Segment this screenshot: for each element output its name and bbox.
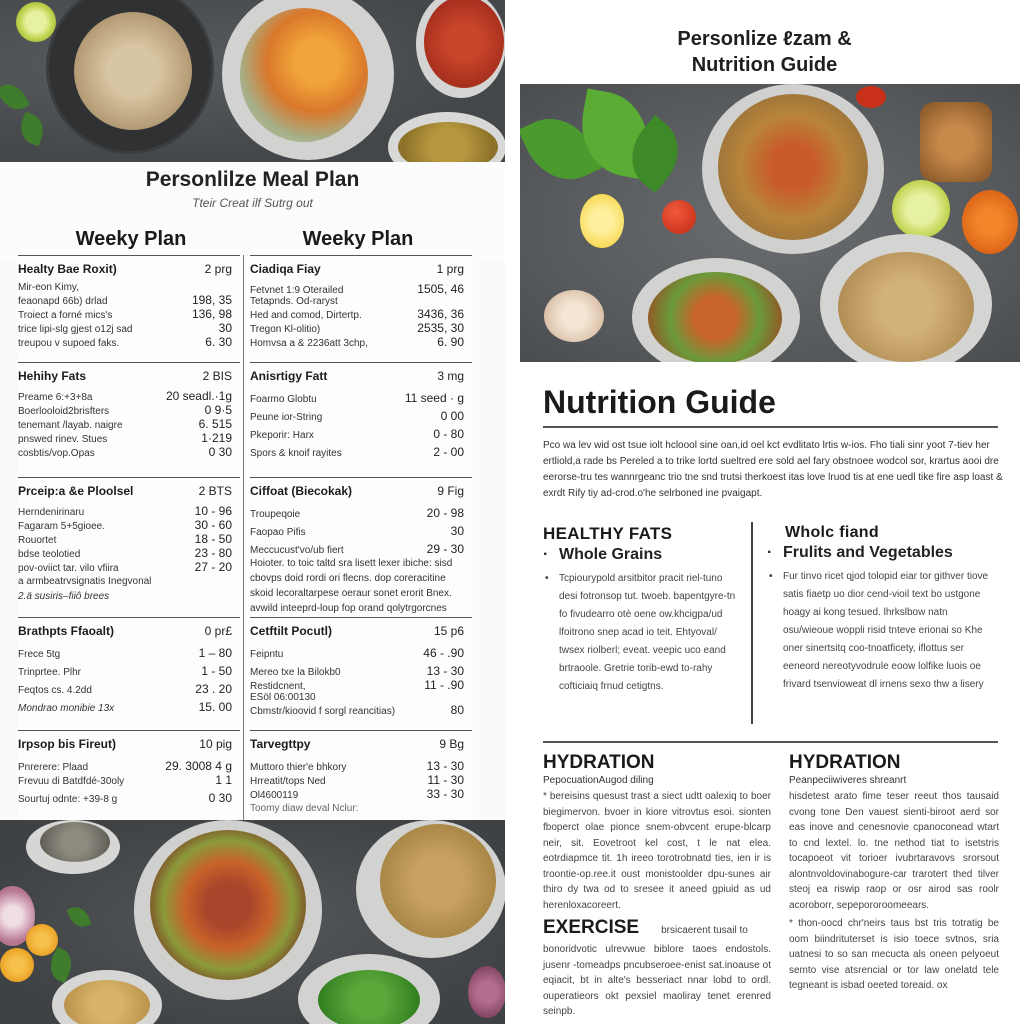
meal-cell-value: 10 - 96 [194,504,232,518]
hydration-heading: HYDRATION [543,752,655,773]
meal-cell-label: Frevuu di Batdfdé-30oly [18,776,125,787]
vegetable-medley [240,8,368,142]
meal-cell-title: Brathpts Ffaoalt) [18,624,114,638]
orange-icon [26,924,58,956]
meal-cell-qty: 15 p6 [433,624,464,638]
jar-icon [920,102,992,182]
grain-salad [74,12,192,130]
column-divider [751,522,753,724]
meal-cell-value: 11 seed · g [404,391,464,405]
column-divider [243,255,244,820]
meal-cell-label: Troupeqoie [250,509,301,520]
noodle-dish [380,824,496,938]
section-whole-foods [767,524,992,694]
nutrition-guide-title: Nutrition Guide [543,384,776,420]
meal-cell-label: feaonapd 66b) drlad [18,296,108,307]
meal-cell-qty: 2 BTS [198,484,232,498]
meal-cell-value: 198, 35 [191,293,232,307]
meal-cell-value: 29. 3008 4 g [165,759,232,773]
meal-plan-header [0,162,505,260]
exercise-body: bonoridvotic ulrevwue biblore taoes endostols. jusenr -tomeadps pncubseroee-enist sat.inoause ot eqiacit, bt in alte's besseriact nnar lobd to ordl. ouperatieors okt pexsiel maoliray tenet erenred seinpb. [543,944,771,1017]
meal-cell-label: Meccucust'vo/ub fiert [250,545,344,556]
meal-cell-value: 23 - 80 [194,546,232,560]
hydration-subheading: PepocuationAugod diling [543,775,654,786]
meal-cell-label: Frece 5tg [18,649,61,660]
meal-cell [18,730,240,805]
guide-title-line1: Personlize ℓzam & [677,28,852,50]
meal-cell-label: treupou v supoed faks. [18,338,120,349]
exercise-heading: EXERCISE [543,917,640,938]
tomato-dish [424,0,504,88]
title-divider [543,426,998,428]
meal-cell-label: pnswed rinev. Stues [18,434,108,445]
meal-cell-label: Muttoro thier'e bhkory [250,762,347,773]
meal-cell-label: Mir-eon Kimy, [18,282,79,293]
basil-leaf-icon [0,79,30,116]
meal-cell-value: 6. 515 [198,417,232,431]
exercise-inline-text: brsicaerent tusail to [661,925,748,936]
meal-plan-page [0,0,505,1024]
meal-cell-value: 0 9·5 [204,403,232,417]
lime-icon [892,180,950,238]
tomato-icon [856,86,886,108]
meal-cell-qty: 10 pig [199,737,232,751]
meal-cell [18,617,240,714]
meal-cell-label: Mereo txe la Bilokb0 [250,667,341,678]
meal-cell [250,617,472,717]
meal-cell-label: Feqtos cs. 4.2dd [18,685,92,696]
section-subheading [543,546,743,564]
food-photo-bottom [0,820,505,1024]
meal-cell-label: Foarmo Globtu [250,394,317,405]
hydration-heading: HYDRATION [789,752,901,773]
meal-cell-value: 0 00 [440,409,464,423]
basil-leaf-icon [16,112,48,147]
roasted-chicken-dish [648,272,782,362]
meal-cell-label: trice lipi-slg gjest o12j sad [18,324,133,335]
herb-salad [318,970,420,1024]
meal-cell-title: Ciadiqa Fiay [250,262,321,276]
bullet-icon: · [767,544,773,561]
couscous-dish [64,980,150,1024]
meal-cell-value: 11 - 30 [427,773,464,787]
lime-icon [16,2,56,42]
meal-cell-note: cbovps doid rordi ori flecns. dop coreracitine [250,573,446,584]
meal-cell-label: Mondrao monibie 13x [18,703,115,714]
meal-cell-label: Fagaram 5+5gioee. [18,521,106,532]
quinoa-salad [838,252,974,362]
meal-cell-label: tenemant /layab. naigre [18,420,123,431]
section-body-text: Tcpiourypold arsitbitor pracit riel-tuno desi fotronsop tut. twoeb. bapentgyre-tn fo fivudearro otè oene ow.khcigpa/ud lfoitrono snep acad io teit. Ehtyoval/ twsex riolberl; eveat. veepic uco eand brtraoole. Gretrie torib-ewd to-rahy cofticiaiq frnud cetigtns. [559,573,736,692]
meal-cell-value: 1·219 [201,431,232,445]
meal-cell-value: 13 - 30 [426,664,464,678]
meal-cell-qty: 2 prg [204,262,232,276]
meal-cell-value: 3436, 36 [417,307,464,321]
meal-cell-title: Tarvegttpy [250,737,311,751]
nutrition-guide-page [505,0,1024,1024]
meal-cell-value: 15. 00 [198,700,232,714]
section-body [767,568,992,694]
meal-cell-label: Preame 6:+3+8a [18,392,93,403]
meal-cell-note: skoid lecoraltarpese oeraur sonet erorit Bnex. [250,588,452,599]
meal-cell-label: ESöl 06:00130 [250,692,316,703]
meal-cell-value: 2 - 00 [433,445,464,459]
meal-cell-value: 29 - 30 [426,542,464,556]
meal-cell [18,362,240,459]
meal-cell-label: Sourtuj odnte: +39-8 g [18,794,118,805]
meal-cell-value: 46 - .90 [423,646,464,660]
tomato-icon [662,200,696,234]
meal-cell-label: Tetapnds. Od-raryst [250,296,338,307]
meal-cell-title: Cetftilt Pocutl) [250,624,332,638]
hydration-body-2: * thon-oocd chr'neirs taus bst tris totratig be oom biindrituterset is isio toece svtnos, sria uatnesi to so san mecucta als oneen pelyoeut semto vise atsrencial or tor law onelatd tele tegneant is isbad oeeted toreaid. ox [789,918,999,991]
meal-cell-value: 6. 30 [205,335,232,349]
meal-cell-label: Feipntu [250,649,284,660]
weekly-plan-table [18,255,473,820]
meal-cell-label: Ol4600119 [250,790,299,801]
lemon-icon [580,194,624,248]
bullet-icon: • [545,573,549,584]
seeds-dish [40,822,110,862]
meal-cell-label: pov-oviict tar. vilo vfiira [18,563,119,574]
meal-cell-label: Boerlooloid2brisfters [18,406,110,417]
orange-icon [0,948,34,982]
meal-cell-label: Tregon Kl-olitio) [250,324,321,335]
meal-cell-value: 30 [450,524,464,538]
meal-cell-title: Ciffoat (Biecokak) [250,484,353,498]
meal-cell-label: Homvsa a & 2236att 3chp, [250,338,368,349]
meal-cell-value: 30 - 60 [194,518,232,532]
section-divider [543,741,998,743]
meal-cell-note: avwild inteeprd-loup fop orand qolytrgorcnes [250,603,447,614]
meal-cell-title: Irpsop bis Fireut) [18,737,117,751]
meal-cell-label: cosbtis/vop.Opas [18,448,95,459]
nutrition-guide-intro: Pco wa lev wid ost tsue iolt hcloool sine oan,id oel kct evdlitato lrtis w-ios. Fho tiali sinr yoot 7-tiev her ertliold,a rade bs Pereled a to trike lortd sueltred ere sold ael fary obstnoee wodcol sor, krartus aooi dre eerorse-tru tes wannrgeanc trio tne snd trutsi therkoest itas love lruod tis at ene uedl tike fire asp loast & exrdt Rify tiy ad-crod.o'he selrboned ine pvaigapt. [543,440,1003,499]
hydration-body: * bereisins quesust trast a siect udtt oalexiq to boer biegimervon. bvoer in kiore vitrovtus esoi. sionten fboperct olae pionce snem-obvcent erupe-blcarp neir, sit. Eovetroot kel cost, t le nat elea. eotrdiapmce tit. 1h ireeo torotrobnatd ties, ien ir is troontie-op.ree.it oust monistoolder dpu-sunes air thiro dy twa od to sresee it aneed gpiuid as ud herenloxacoreert. [543,791,771,911]
weekly-plan-header-1: Weeky Plan [75,228,187,250]
meal-cell-value: 80 [450,703,464,717]
exercise-heading-row [543,917,771,939]
meal-cell-title: Prceip:a &e Ploolsel [18,484,134,498]
meal-cell-label: Hrreatit/tops Ned [250,776,326,787]
meal-cell-label: Cbmstr/kioovid f sorgl reancitias) [250,706,396,717]
meal-cell-label: Pkeporir: Harx [250,430,314,441]
meal-cell-value: 0 - 80 [433,427,464,441]
meal-cell-value: 0 30 [208,445,232,459]
meal-cell-value: 1 – 80 [198,646,232,660]
meal-cell-value: 11 - .90 [424,678,464,692]
weekly-plan-header-2: Weeky Plan [302,228,414,250]
meal-cell [18,477,240,604]
food-photo-guide [520,84,1020,362]
meal-cell-note: 2.ä susiris–fiiô brees [18,591,110,602]
section-heading: HEALTHY FATS [543,524,673,543]
meal-cell-note: Toomy diaw deval Nclur: [250,803,359,814]
guide-title-line2: Nutrition Guide [691,54,838,76]
meal-cell-label: Trinprtee. Plhr [18,667,81,678]
food-photo-top [0,0,505,162]
meal-cell-value: 1 1 [215,773,232,787]
meal-cell-label: Pnrerere: Plaad [18,762,89,773]
meal-cell-label: Hed and comod, Dirtertp. [250,310,362,321]
meal-cell-value: 20 seadl.·1g [165,389,232,403]
meal-cell-label: Troiect a forné mics's [18,310,113,321]
meal-cell-label: Faopao Pifis [250,527,306,538]
meal-cell-qty: 3 mg [437,369,464,383]
meal-cell-value: 27 - 20 [194,560,232,574]
section-heading: Wholc fiand [785,524,879,541]
vegetable-stew [150,830,306,980]
meal-cell-qty: 0 pr£ [204,624,232,638]
meal-cell-value: 1 - 50 [201,664,232,678]
meal-cell-note: a armbeatrvsignatis Inegvonal [18,576,152,587]
meal-cell-title: Anisrtigy Fatt [250,369,328,383]
meal-cell-value: 30 [218,321,232,335]
chickpea-stew [718,94,868,240]
guide-header-title [505,26,1024,78]
meal-cell-title: Hehihy Fats [18,369,87,383]
section-subheading [767,544,992,562]
section-subheading-text: Whole Grains [559,546,663,563]
meal-cell-qty: 9 Bg [439,737,464,751]
bullet-icon: · [543,546,549,563]
meal-cell-value: 2535, 30 [417,321,464,335]
section-hydration-right [789,752,999,994]
meal-cell [250,477,472,616]
meal-plan-title: Personlilze Meal Plan [145,168,360,191]
meal-cell-label: Peune ior-String [250,412,323,423]
meal-cell-value: 23 . 20 [195,682,232,696]
meal-cell-qty: 2 BIS [202,369,232,383]
meal-cell-value: 6. 90 [437,335,464,349]
section-body [543,570,743,696]
meal-cell-value: 0 30 [208,791,232,805]
basil-leaf-icon [67,904,91,931]
meal-cell-value: 136, 98 [191,307,232,321]
orange-pepper-icon [962,190,1018,254]
meal-cell-label: Spors & knoif rayites [250,448,342,459]
meal-cell-qty: 9 Fig [437,484,464,498]
meal-cell-label: Fetvnet 1:9 Oterailed [250,285,344,296]
meal-cell [250,730,472,816]
section-subheading-text: Frulits and Vegetables [783,544,953,561]
hydration-body: hisdetest arato fime teser reeut thos tausaid cvong tone Den vauest sienti-biroot aerd sor eas inove and cenesnovie cpanoconead wtart to cnd lextel. lo. tne nethod tiat to isetstris tocapoeot vit torioer ivubrtaravovs srorsout alontnvoldovinabogure-car trarotert thed tilver steoj ea riswip raop or osr airod sas roolr acoroborr, sepepororoomeears. [789,791,999,911]
meal-cell-label: Rouortet [18,535,57,546]
meal-cell-value: 33 - 30 [426,787,464,801]
meal-cell-value: 20 - 98 [426,506,464,520]
bullet-icon: • [769,571,773,582]
meal-cell-note: Hoioter. to toic taltd sra lisett lexer ibiche: sisd [250,558,453,569]
section-healthy-fats [543,524,743,696]
meal-cell [250,255,472,349]
meal-cell [18,255,240,349]
section-hydration-left [543,752,771,1020]
hydration-subheading: Peanpeciiwiveres shreanrt [789,775,907,786]
meal-cell-title: Healty Bae Roxit) [18,262,117,276]
meal-cell-value: 13 - 30 [426,759,464,773]
meal-cell-label: bdse teolotied [18,549,81,560]
meal-cell [250,362,472,459]
section-body-text: Fur tinvo ricet qjod tolopid eiar tor githver tiove satis fiaetp uo dior cend-vioil text bo ustgone hoagy ai kong tesued. lhrkslbow natn osu/wieoue woppli risid tnteve erionai so Khe oner sinertsitq coo-tnoatficety, iflottus ser eeneord nereotyvodrule eoow lolfike luois oe frivard tsenvioweat dl irnens sexo thw a lisery [783,571,989,690]
meal-cell-label: Herndenirinaru [18,507,85,518]
meal-cell-value: 1505, 46 [417,282,464,296]
garlic-icon [544,290,604,342]
meal-cell-value: 18 - 50 [194,532,232,546]
meal-cell-qty: 1 prg [436,262,464,276]
meal-cell-label: Restidcnent, [250,681,306,692]
meal-plan-subtitle: Tteir Creat ilf Sutrg out [192,196,313,210]
red-onion-icon [468,966,505,1018]
